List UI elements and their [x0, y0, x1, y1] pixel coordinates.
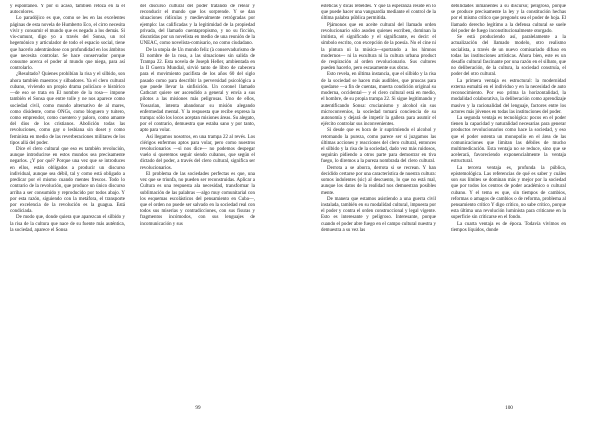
paragraph: Así llegamos nosotros, en una trampa 22 al revés. Los clérigos enfermos aptos para volar, pero como nuestros revolucionarios —si nos dice— no podemos despegar vuelo si queremos seguir siendo cubanos, que según el dictado del poder, a través del clero cultural, significa ser revolucionarios.	[140, 134, 255, 171]
paragraph: ¿Resultado? Quienes prohibían la risa y el silbido, son ahora también maestros y silbadores. Ya el clero cultural cubano, viviendo un propio drama policíaco e histórico —de eso se trata en El nombre de la rosa— impone también el Sonsa que entre tolle y ne nos aparece como sociedad civil, como mundo alternativo de al mares, como disidente, como ONGs, como bloguero y tuitero, como emprendor, como cuentero y paloro, como amante del dios de los cristianos. Abolición todas las revoluciones, como gay o lesbiana sin doset y como feminista en medio de las reverberaciones militares de los tipos allá del poder.	[10, 72, 125, 146]
page-100-column-1	[321, 4, 436, 400]
paragraph: La primera ventaja es estructural: la modernidad externa esmaltá en el individuo y en la necesidad de auto reconocimiento. Por eso prima la horizontalidad, la modalidad colaborativa, la deliberación como aprendizaje masivo y la racionalidad del lenguaje, factores entre los actores más jóvenes en todas las instituciones del poder.	[451, 78, 566, 115]
paragraph: Derrota a se aborra, derrota si se recrean. Y han decidido certarse por una característica de nuestra cultura: somos indolentes (sic) al descuento, lo que no está mal, aunque los datos de la realidad nos demuestran posibles mente.	[321, 165, 436, 196]
paragraph: De modo que, donde quiera que aparezcan el silbido y la risa de la cultura que nace de su fuente más auténtica, la sociedad, aparece el Sonsa	[10, 215, 125, 233]
paragraph: De manera que estamos asistiendo a una guerra civil instalada, también en su modalidad cultural, impuesta por el poder y contra el orden construccional y legal vigente. Esto es interesante y peligroso. Interesante, porque cuando el poder abre fuego en el campo cultural nuestra y demuestra a su vez las	[321, 196, 436, 233]
paragraph: del discurso cultural del poder tratando de relear y reconducir el mundo que los sorprende. Y se dan situaciones ridículas y medievalmente retrógradas por ejemplo: las calificadas y la legitimidad de la propiedad privada, del llamado cuentapropismo, y no su ficción, discutidas por un novelista en medio de una reunión de la UNEAC, como novelista-comisario, no como ciudadano.	[140, 4, 255, 47]
paragraph: La segunda ventaja es tecnológica: pocos en el poder tienen la capacidad y naturalidad necesarias para generar productos revolucionarios como hace la sociedad, y eso que el poder ostenta un monopolio en el área de las comunicaciones que limitan las débiles de mucho multimedicación. Esta ventaja no se reduce, sino que se acelerará, favoreciendo exponencialmente la ventaja estructural.	[451, 115, 566, 165]
page-number-right: 100	[505, 405, 513, 411]
page-99-column-2	[140, 4, 255, 400]
paragraph: Se está produciendo así, paralelamente a la actualización del llamado modelo, otro realismo socialista, a través de un nuevo comisariado difuso en todas las instituciones artísticas. Ahora bien, este es un desafío cultural fascinante por una razón en el silbato, que no deliberación, de la cultura, la sociedad construía, el poder del otro cultural.	[451, 35, 566, 78]
page-100-column-2	[451, 4, 566, 400]
paragraph: y espontáneo. Y por si acaso, también retoza en la el autocolores.	[10, 4, 125, 16]
paragraph: estéticas y dicas rebeldes. Y que la esperanza reside en lo que puede hacer una vanguardia mediante el control de la última palabra pública permitida.	[321, 4, 436, 22]
paragraph: De la utopía de Un mundo feliz (à conservadurismo de El nombre de la rosa, a las situaciones sin salida de Trampa 22. Esta novela de Joseph Heller, ambientada en la II Guerra Mundial, sirvió tanto de libro de cabecera para el movimiento pacifista de los años 60 del siglo pasado como para describir la perversidad psicológica a que puede llevar la sinfisición. Un coronel llamado Cathcart quiere ser ascendido a general y envía a sus pilotos a las misiones más peligrosas. Uno de ellos, Yossarian, intenta abandonar su misión alegando enfermedad mental. Y la respuesta que recibe expresa la trampa: sólo los locos aceptan misiones áreas. Su alegato, por el contrario, demuestra que estaba sano y por tanto, apto para volar.	[140, 47, 255, 134]
paragraph: Si desde que es hora de ir suprimiendo el alcohol y retornando la pureza, como parece ser si juzgamos las últimas acciones y reacciones del clero cultural, entonces el silbido y la risa de la sociedad, dado vez más ruidosos, seguirán pidiendo a otros parte para demostrar en tiva fuego, lo diremos a la pureza nombrada del clero cultural.	[321, 128, 436, 165]
paragraph: Esto revela, en última instancia, que el silbido y la risa de la sociedad se hacen más audibles, que pruscas para quedarse —a fin de cuentas, muerta condición original su moderna, occidental— y el clero cultural está en medio, el hombre, de su propia trampa 22. Si sigue legitimando y autentificando Sonsa: crucianismo y alcohol sin sus microconvenios, la sociedad tomará conciencia de su autonomía y dejará de impetir la gallera para asumir el ejército controlar sus inconvenientes.	[321, 72, 436, 128]
page-99-column-1	[10, 4, 125, 400]
paragraph: El problema de las sociedades perfectas es que, una vez que se triunfa, no pueden ser reconstruidas. Aplicar a Cultura es una respuesta ala necesidad, transformar la sublimación de las palabras —algo muy comunitarial con los esquemas escolásticos del pensamiento en Cuba—, que el orden no puede ser salvado en la sociedad real con todos sus miserias y contradicciones, con sus fisuras y fragmentos incómodos, con sus lenguajes de incomunicación y sus	[140, 171, 255, 227]
paragraph: debilidades inmanentes a su discurso; peligroso, porque se produce precisamente la ley y la constitución hechas por el mismo crítico que pregonéz sea el poder de hoja. El llamado derecho legítimo a la defensa cultural se suele del poder de fuego inconstitucionalmente otorgado.	[451, 4, 566, 34]
paragraph: La tercera ventaja es, profunda la pública, epistemológica. Las referencias de qué es saber y cuáles son sus límites se dominan más y mejor por la sociedad que por todos los centros de poder académico o cultural cubano. Y el tema es que, sin tiempos de cambios, reformas o amagos de cambios o de reforma, problema al pensamiento crítico Y digo crítico, no sabe crítico, porque esta última una revolución luminista para criticarse en la superficie sin criticarse en el fondo.	[451, 165, 566, 221]
paragraph: Pjámonos que en aceite cultural del llamado orden revolucionario sólo asoden quienes escriben, dominan la imitista, el significado y el significante, es decir: el símbolo escrito, con excepción de la poesía. No el cine ni la pintura ni la música—sportando a los himnos modernos— ni la escultura ni la cultura urbana product de respiración al orden revolucionario. Sus cultores pueden hacerlo, pero escasamente sus obras.	[321, 22, 436, 72]
page-number-left: 99	[195, 405, 201, 411]
paragraph: Dice el clero cultural que eso es también revolución, aunque introducirse en estos mundos sea precisamente negarlos. ¿Y por qué? Porque una vez que se introduces en ellos, están obligados a producir un discurso individual, aunque sea débil, tal y como está obligado a predicar por el mismo cuando mentes frescos. Todo lo contrario de la revolución, que produce un único discurso arriba a ser consumido y reproducido por todos abajo. Y por esta razón, siguiendo con la metáfora, el transporte por excelencia de la revolución es la guagua. Está condiciada.	[10, 147, 125, 215]
paragraph: Lo paradójico es que, como se les en las excelentes páginas de esta novela de Humberto Eco, el cirro necesita vivir y consumir el mundo que es negado a los demás. Si vis-cumunt, digo yo a través del Sonsa, un rol hegemónico y articulador de todo el espacio social, tiene que hacerlo adentrándose con profundidad en los ámbitos que necesita controlar. Se hace conservador porque consume acerca el poder al mundo que niega, para así controlarlo.	[10, 16, 125, 72]
paragraph: La cuarta ventaja es de época. Todavía vivimos en tiempos líquidos, donde	[451, 221, 566, 233]
